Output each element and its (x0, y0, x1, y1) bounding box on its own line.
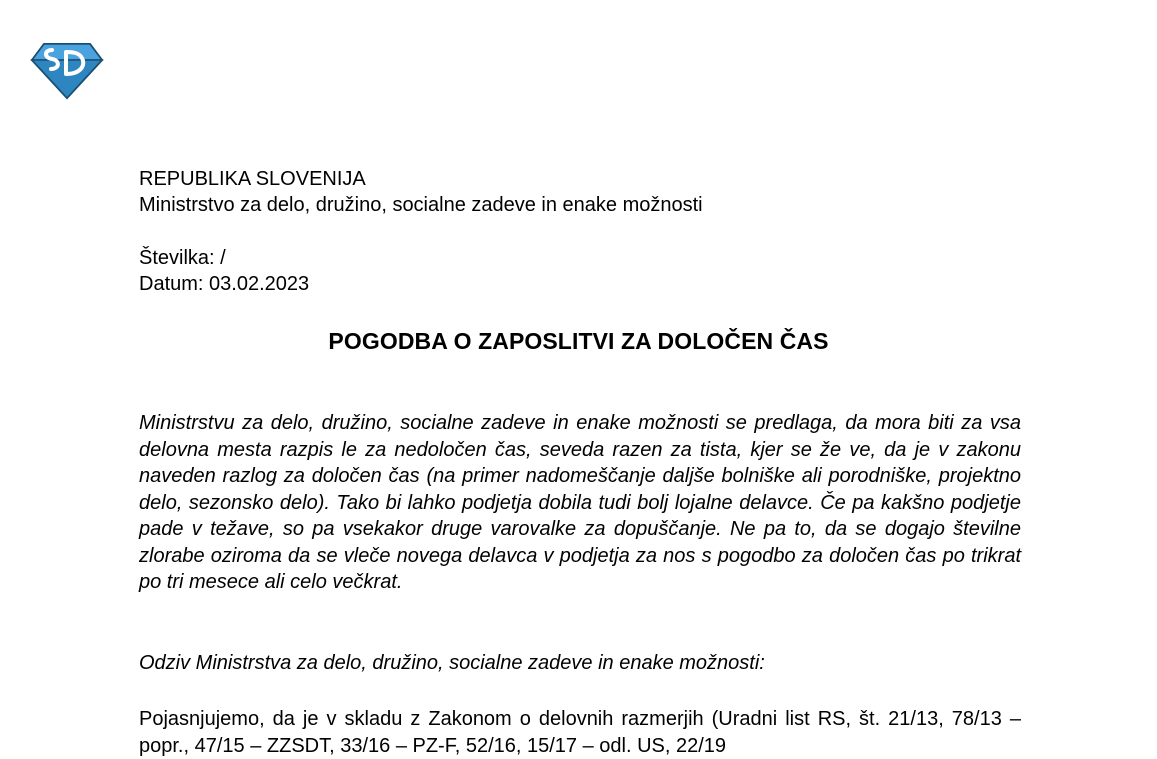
institution-header (139, 166, 703, 218)
ministry-name: Ministrstvo za delo, družino, socialne zadeve in enake možnosti (139, 194, 703, 216)
document-meta (139, 245, 309, 297)
document-date: Datum: 03.02.2023 (139, 273, 310, 295)
document-number: Številka: / (139, 247, 226, 269)
proposal-paragraph: Ministrstvu za delo, družino, socialne zadeve in enake možnosti se predlaga, da mora biti za vsa delovna mesta razpis le za nedoločen čas, seveda razen za tista, kjer se že ve, da je v zakonu naveden razlog za določen čas (na primer nadomeščanje daljše bolniške ali porodniške, projektno delo, sezonsko delo). Tako bi lahko podjetja dobila tudi bolj lojalne delavce. Če pa kakšno podjetje pade v težave, so pa vsekakor druge varovalke za dopuščanje. Ne pa to, da se dogajo številne zlorabe oziroma da se vleče novega delavca v podjetja za nos s pogodbo za določen čas po trikrat po tri mesece ali celo večkrat. (139, 412, 1021, 593)
response-paragraph: Pojasnjujemo, da je v skladu z Zakonom o delovnih razmerjih (Uradni list RS, št. 21/13, 78/13 – popr., 47/15 – ZZSDT, 33/16 – PZ-F, 52/16, 15/17 – odl. US, 22/19 (139, 708, 1021, 757)
document-title: POGODBA O ZAPOSLITVI ZA DOLOČEN ČAS (328, 328, 829, 354)
sd-diamond-logo-icon (30, 40, 104, 100)
republic-name: REPUBLIKA SLOVENIJA (139, 168, 366, 190)
response-heading: Odziv Ministrstva za delo, družino, socialne zadeve in enake možnosti: (139, 652, 765, 674)
